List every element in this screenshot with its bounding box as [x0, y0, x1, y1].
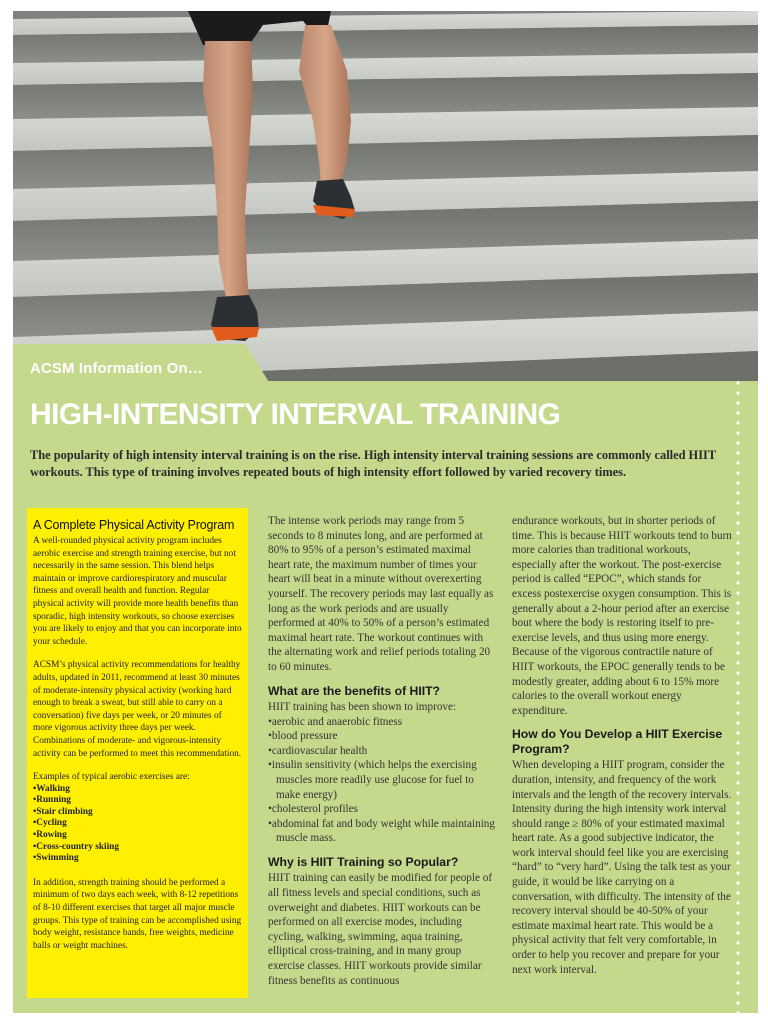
list-item: • Swimming	[33, 853, 242, 865]
list-item: • Rowing	[33, 830, 242, 842]
sidebar-box	[27, 508, 248, 998]
body-paragraph: endurance workouts, but in shorter periods of time. This is because HIIT workouts tend to burn more calories than traditional workouts, especially after the workout. The post-exercise period is called “EPOC”, which stands for excess postexercise oxygen consumption. This is generally about a 2-hour period after an exercise bout where the body is restoring itself to pre-exercise levels, and thus using more energy. Because of the vigorous contractile nature of HIIT workouts, the EPOC generally tends to be modestly greater, adding about 6 to 15% more calories to the overall workout energy expenditure.	[512, 515, 732, 717]
dotted-border	[736, 378, 740, 1018]
column-2	[512, 514, 732, 986]
banner-label: ACSM Information On…	[30, 360, 203, 377]
exercise-list	[33, 784, 242, 865]
section-heading-benefits: What are the benefits of HIIT?	[268, 683, 440, 698]
sidebar-paragraph: Examples of typical aerobic exercises are:	[33, 772, 190, 783]
section-heading-popular: Why is HIIT Training so Popular?	[268, 854, 459, 869]
body-paragraph: HIIT training can easily be modified for people of all fitness levels and special conditions, such as overweight and diabetes. HIIT workouts can be performed on all exercise modes, including cycling, walking, swimming, aqua training, elliptical cross-training, and in many group exercise classes. HIIT workouts provide similar fitness benefits as continuous	[268, 872, 493, 987]
hero-photo	[13, 11, 758, 381]
column-1	[268, 514, 496, 997]
list-item: • cholesterol profiles	[268, 802, 496, 817]
intro-paragraph: The popularity of high intensity interval training is on the rise. High intensity interval training sessions are commonly called HIIT workouts. This type of training involves repeated bouts of high intensity effort followed by varied recovery times.	[30, 448, 716, 479]
sidebar-paragraph: ACSM’s physical activity recommendations for healthy adults, updated in 2011, recommend at least 30 minutes of moderate-intensity physical activity (working hard enough to break a sweat, but still able to carry on a conversation) five days per week, or 20 minutes of more vigorous activity three days per week. Combinations of moderate- and vigorous-intensity activity can be performed to meet this recommendation.	[33, 660, 242, 759]
list-item: • insulin sensitivity (which helps the exercising muscles more readily use glucose for fuel to make energy)	[268, 758, 496, 802]
list-item: • aerobic and anaerobic fitness	[268, 715, 496, 730]
page-title: HIGH-INTENSITY INTERVAL TRAINING	[30, 398, 561, 431]
section-heading-develop: How do You Develop a HIIT Exercise Program?	[512, 727, 723, 756]
list-item: • Walking	[33, 784, 242, 796]
body-paragraph: HIIT training has been shown to improve:	[268, 701, 457, 714]
benefits-list	[268, 715, 496, 846]
sidebar-title: A Complete Physical Activity Program	[33, 518, 235, 532]
list-item: • cardiovascular health	[268, 744, 496, 759]
list-item: • Running	[33, 795, 242, 807]
list-item: • Cycling	[33, 818, 242, 830]
list-item: • Stair climbing	[33, 807, 242, 819]
list-item: • abdominal fat and body weight while maintaining muscle mass.	[268, 817, 496, 846]
sidebar-paragraph: A well-rounded physical activity program includes aerobic exercise and strength training exercise, but not necessarily in the same session. This blend helps maintain or improve cardiorespiratory and muscular fitness and overall health and function. Regular physical activity will provide more health benefits than sporadic, high intensity workouts, so choose exercises you are likely to enjoy and that you can incorporate into your schedule.	[33, 536, 242, 647]
list-item: • blood pressure	[268, 729, 496, 744]
list-item: • Cross-country skiing	[33, 842, 242, 854]
stairs-runner-image	[13, 11, 758, 381]
body-paragraph: The intense work periods may range from 5 seconds to 8 minutes long, and are performed at 80% to 95% of a person’s estimated maximal heart rate, the maximum number of times your heart will beat in a minute without overexerting yourself. The recovery periods may last equally as long as the work periods and are usually performed at 40% to 50% of a person’s estimated maximal heart rate. The workout continues with the alternating work and relief periods totaling 20 to 60 minutes.	[268, 515, 494, 673]
body-paragraph: When developing a HIIT program, consider the duration, intensity, and frequency of the work intervals and the length of the recovery intervals. Intensity during the high intensity work interval should range ≥ 80% of your estimated maximal heart rate. As a good subjective indicator, the work interval should feel like you are exercising “hard” to “very hard”. Using the talk test as your guide, it would be like carrying on a conversation, with difficulty. The intensity of the recovery interval should be 40-50% of your estimate maximal heart rate. This would be a physical activity that felt very comfortable, in order to help you recover and prepare for your next work interval.	[512, 759, 732, 976]
sidebar-paragraph: In addition, strength training should be performed a minimum of two days each week, with 8-12 repetitions of 8-10 different exercises that target all major muscle groups. This type of training can be accomplished using body weight, resistance bands, free weights, medicine balls or weight machines.	[33, 877, 242, 951]
